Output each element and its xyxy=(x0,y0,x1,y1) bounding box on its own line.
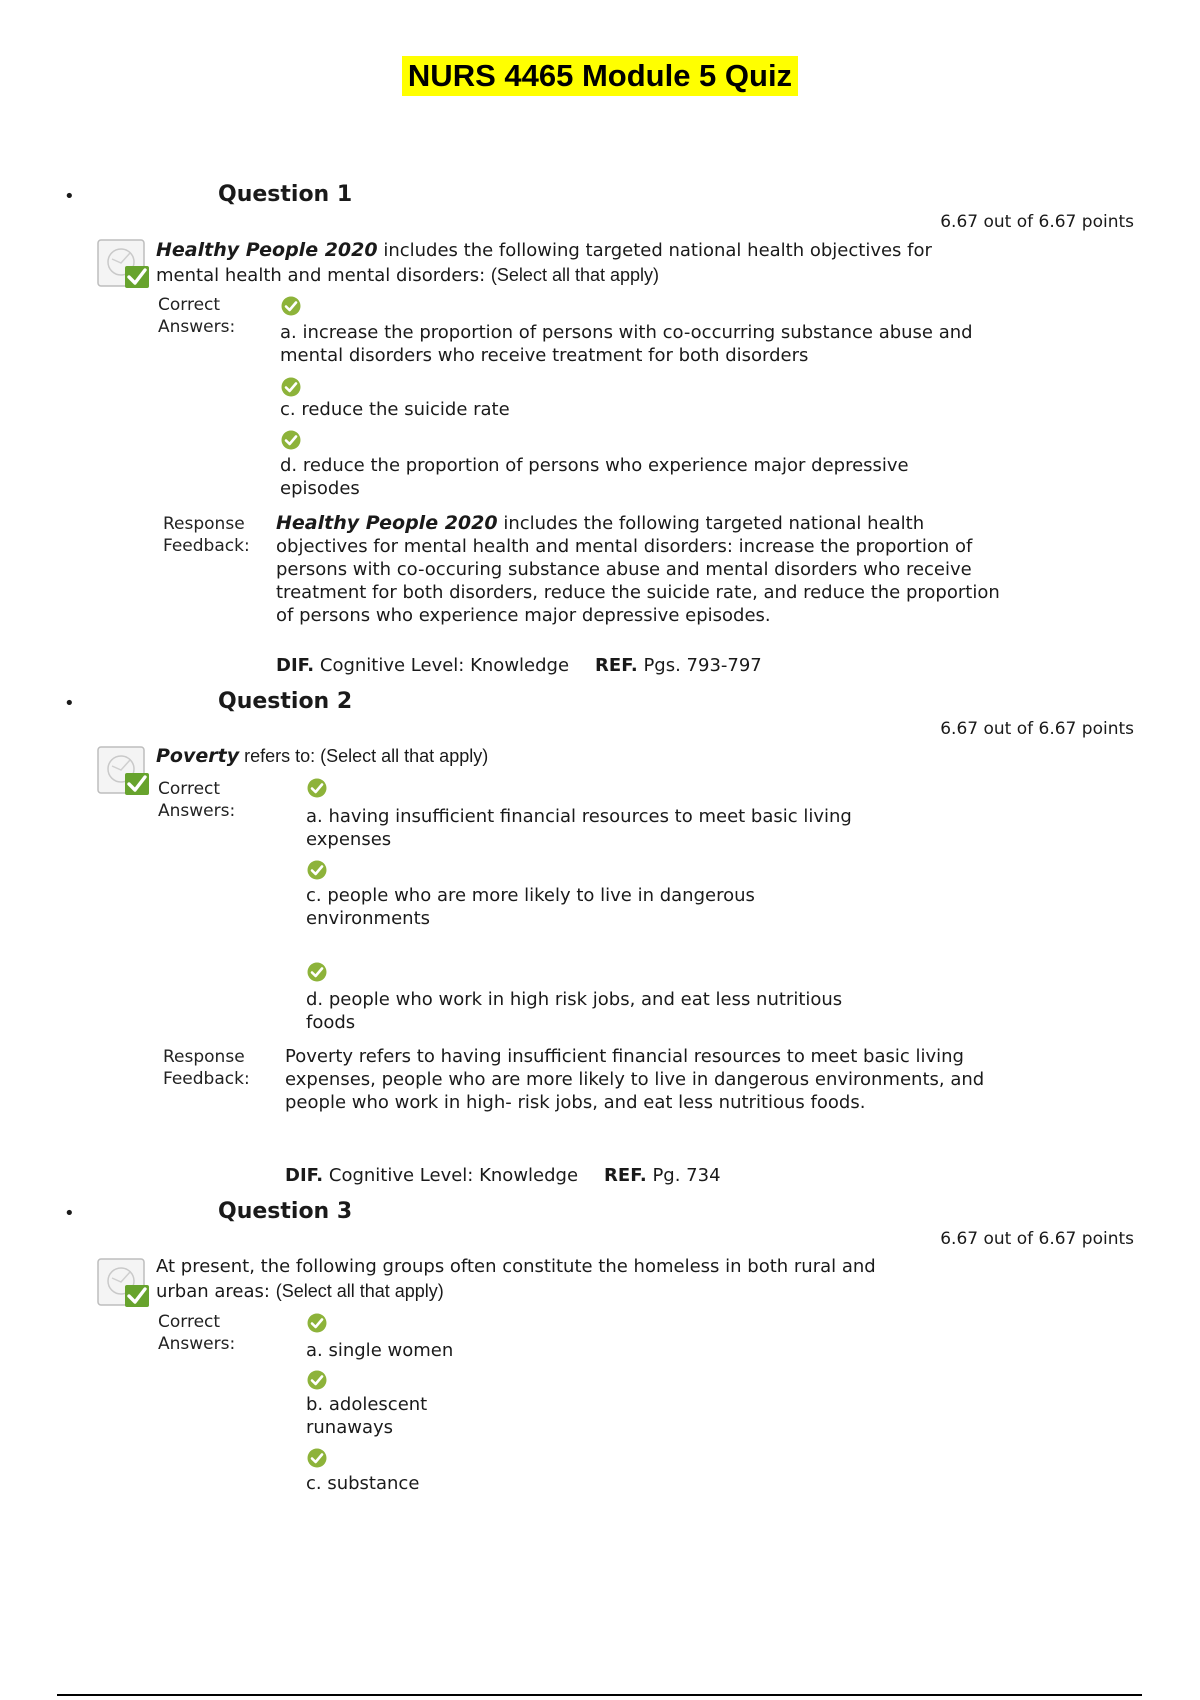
correct-answers-label-2: Answers: xyxy=(158,801,236,821)
ref-value: Pg. 734 xyxy=(652,1165,721,1186)
bullet: • xyxy=(64,693,75,714)
check-icon xyxy=(307,1313,327,1333)
correct-answers-label: Correct xyxy=(158,295,221,315)
question-heading: Question 2 xyxy=(218,689,353,714)
correct-answers-label: Correct xyxy=(158,779,221,799)
response-feedback-label-2: Feedback: xyxy=(163,1069,250,1089)
response-feedback-label: Response xyxy=(163,514,245,534)
dif-ref-line xyxy=(285,1164,721,1187)
question-text-rest: refers to: (Select all that apply) xyxy=(239,746,489,766)
bullet: • xyxy=(64,186,75,207)
answer-c: c. reduce the suicide rate xyxy=(280,399,510,420)
answer-a: a. having insufficient financial resources to meet basic living expenses xyxy=(306,806,852,850)
correct-question-icon xyxy=(97,744,151,798)
check-icon xyxy=(307,962,327,982)
question-text-emphasis: Poverty xyxy=(156,745,240,767)
dif-label: DIF. xyxy=(285,1165,324,1186)
ref-label: REF. xyxy=(595,655,638,676)
check-icon xyxy=(281,430,301,450)
answer-c: c. substance xyxy=(306,1473,420,1494)
page-title: NURS 4465 Module 5 Quiz xyxy=(402,56,798,96)
question-text xyxy=(156,744,1036,769)
correct-question-icon xyxy=(97,237,151,291)
check-icon xyxy=(281,296,301,316)
check-icon xyxy=(281,377,301,397)
question-text xyxy=(156,238,1036,288)
correct-question-icon xyxy=(97,1256,151,1310)
question-text-emphasis: Healthy People 2020 xyxy=(156,239,378,261)
question-text-line2: mental health and mental disorders: xyxy=(156,265,491,286)
response-feedback xyxy=(276,512,1006,627)
correct-answers-label-2: Answers: xyxy=(158,317,236,337)
answer-c: c. people who are more likely to live in dangerous environments xyxy=(306,885,755,929)
response-feedback-label: Response xyxy=(163,1047,245,1067)
answer-b: b. adolescent runaways xyxy=(306,1394,428,1438)
dif-label: DIF. xyxy=(276,655,315,676)
answer-a: a. increase the proportion of persons with co-occurring substance abuse and mental disorders who receive treatment for both disorders xyxy=(280,322,973,366)
question-text-rest: includes the following targeted national health objectives for xyxy=(377,240,932,261)
answer-a: a. single women xyxy=(306,1340,454,1361)
feedback-text: includes the following targeted national health objectives for mental health and mental disorders: increase the proportion of persons with co-occuring substance abuse and mental disorders who receive treatment for both disorders, reduce the suicide rate, and reduce the proportion of persons who experience major depressive episodes. xyxy=(276,513,1000,626)
question-text-select-all: (Select all that apply) xyxy=(490,265,660,285)
response-feedback-label-2: Feedback: xyxy=(163,536,250,556)
question-points: 6.67 out of 6.67 points xyxy=(940,212,1134,232)
ref-value: Pgs. 793-797 xyxy=(643,655,762,676)
question-points: 6.67 out of 6.67 points xyxy=(940,1229,1134,1249)
answer-d: d. people who work in high risk jobs, and eat less nutritious foods xyxy=(306,989,843,1033)
question-text-line1: At present, the following groups often constitute the homeless in both rural and xyxy=(156,1256,876,1277)
question-text xyxy=(156,1255,1036,1304)
bullet: • xyxy=(64,1203,75,1224)
dif-value: Cognitive Level: Knowledge xyxy=(319,655,570,676)
dif-ref-line xyxy=(276,654,762,677)
dif-value: Cognitive Level: Knowledge xyxy=(328,1165,579,1186)
feedback-emphasis: Healthy People 2020 xyxy=(276,512,498,534)
question-heading: Question 1 xyxy=(218,182,353,207)
correct-answers-label-2: Answers: xyxy=(158,1334,236,1354)
question-points: 6.67 out of 6.67 points xyxy=(940,719,1134,739)
correct-answers-label: Correct xyxy=(158,1312,221,1332)
check-icon xyxy=(307,778,327,798)
title-wrap xyxy=(0,56,1200,96)
question-text-select-all: (Select all that apply) xyxy=(275,1281,444,1301)
ref-label: REF. xyxy=(604,1165,647,1186)
response-feedback: Poverty refers to having insufficient financial resources to meet basic living expenses, people who are more likely to live in dangerous environments, and people who work in high- risk jobs, and eat less nutritious foods. xyxy=(285,1046,985,1113)
answer-d: d. reduce the proportion of persons who experience major depressive episodes xyxy=(280,455,909,499)
question-text-line2: urban areas: xyxy=(156,1281,276,1302)
question-heading: Question 3 xyxy=(218,1199,353,1224)
check-icon xyxy=(307,1370,327,1390)
check-icon xyxy=(307,1448,327,1468)
page-bottom-rule xyxy=(57,1694,1142,1696)
check-icon xyxy=(307,860,327,880)
